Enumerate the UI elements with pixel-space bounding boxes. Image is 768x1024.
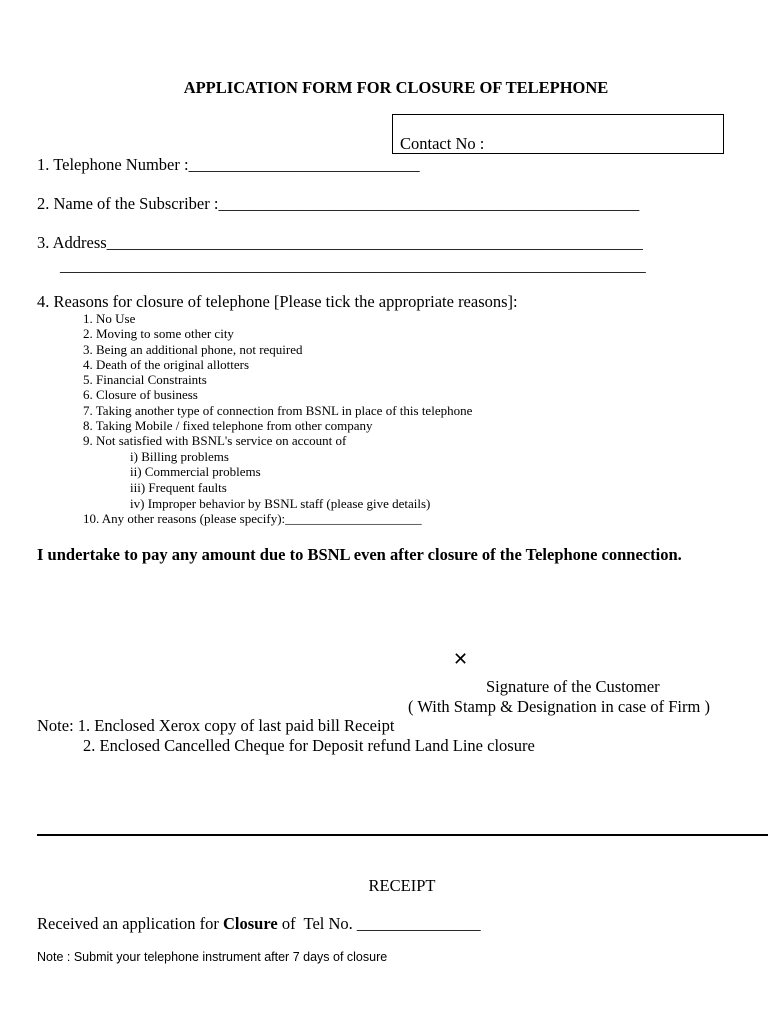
signature-label: Signature of the Customer	[486, 677, 660, 696]
address-field-line2[interactable]: _______________________________________________________________________	[60, 256, 646, 275]
receipt-divider	[37, 834, 768, 836]
reason-item[interactable]: 6. Closure of business	[83, 387, 198, 402]
reason-sub-item[interactable]: ii) Commercial problems	[130, 464, 261, 479]
reason-item[interactable]: 9. Not satisfied with BSNL's service on account of	[83, 433, 347, 448]
subscriber-name-field[interactable]: 2. Name of the Subscriber :___________________________________________________	[37, 194, 640, 213]
reason-sub-item[interactable]: i) Billing problems	[130, 449, 229, 464]
reason-item[interactable]: 8. Taking Mobile / fixed telephone from other company	[83, 418, 373, 433]
received-suffix: of Tel No. _______________	[277, 914, 481, 933]
reason-item[interactable]: 7. Taking another type of connection from BSNL in place of this telephone	[83, 403, 473, 418]
undertaking-statement: I undertake to pay any amount due to BSNL even after closure of the Telephone connection.	[37, 545, 682, 564]
reason-item[interactable]: 3. Being an additional phone, not required	[83, 342, 303, 357]
note-line-2: 2. Enclosed Cancelled Cheque for Deposit refund Land Line closure	[83, 736, 535, 755]
reason-item[interactable]: 2. Moving to some other city	[83, 326, 234, 341]
reason-item[interactable]: 4. Death of the original allotters	[83, 357, 250, 372]
reason-sub-item[interactable]: iv) Improper behavior by BSNL staff (please give details)	[130, 496, 431, 511]
reason-item[interactable]: 5. Financial Constraints	[83, 372, 207, 387]
receipt-received-line[interactable]	[37, 914, 481, 934]
form-title: APPLICATION FORM FOR CLOSURE OF TELEPHONE	[183, 78, 609, 97]
signature-sub-label: ( With Stamp & Designation in case of Firm )	[408, 697, 710, 716]
address-field[interactable]: 3. Address_________________________________________________________________	[37, 233, 643, 252]
received-prefix: Received an application for	[37, 914, 224, 933]
reason-item[interactable]: 1. No Use	[83, 311, 136, 326]
signature-cross-icon: ✕	[453, 649, 469, 670]
receipt-footnote: Note : Submit your telephone instrument after 7 days of closure	[37, 950, 388, 964]
received-closure-bold: Closure	[223, 914, 278, 933]
telephone-number-field[interactable]: 1. Telephone Number :____________________________	[37, 155, 420, 174]
note-line-1: Note: 1. Enclosed Xerox copy of last paid bill Receipt	[37, 716, 395, 735]
reason-sub-item[interactable]: iii) Frequent faults	[130, 480, 227, 495]
receipt-title: RECEIPT	[368, 876, 436, 895]
reasons-heading: 4. Reasons for closure of telephone [Please tick the appropriate reasons]:	[37, 292, 518, 311]
reason-other-field[interactable]: 10. Any other reasons (please specify):_____________________	[83, 511, 422, 526]
contact-number-label: Contact No :	[400, 134, 485, 153]
